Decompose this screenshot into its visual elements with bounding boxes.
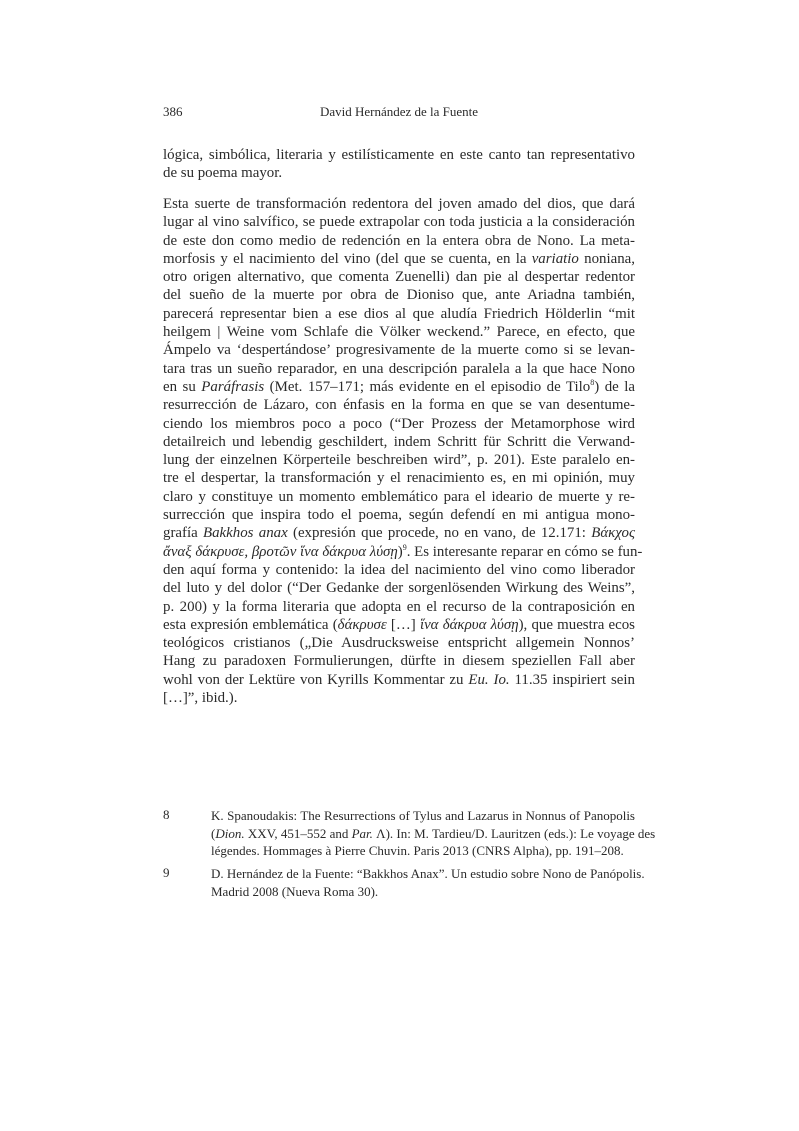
- text-run: detailreich und lebendig geschildert, indem Schritt für Schritt die Verwand-: [163, 433, 635, 450]
- italic-run: Bakkhos anax: [203, 525, 288, 542]
- text-run: surrección que inspira todo el poema, según defendí en mi antigua mono-: [163, 507, 635, 524]
- italic-run: Paráfrasis: [201, 378, 265, 395]
- italic-run: variatio: [531, 250, 579, 267]
- text-run: del luto y del dolor (“Der Gedanke der sorgenlösenden Wirkung des Weins”,: [163, 580, 635, 597]
- text-run: (expresión que procede, no en vano, de 12.171:: [287, 525, 592, 542]
- text-line: [163, 341, 635, 359]
- text-run: p. 200) y la forma literaria que adopta en el recurso de la contraposición en: [163, 598, 635, 615]
- text-run: noniana,: [578, 250, 635, 267]
- text-line: [211, 825, 656, 843]
- text-line: [163, 561, 635, 579]
- text-line: [211, 883, 635, 901]
- text-run: 11.35 inspiriert sein: [509, 671, 635, 688]
- footnote-number: 9: [163, 865, 170, 880]
- text-run: claro y constituye un momento emblemático para el ideario de muerte y re-: [163, 488, 635, 505]
- text-line: [163, 488, 635, 506]
- text-line: [163, 396, 635, 414]
- footnote-ref: 8: [590, 377, 595, 387]
- text-run: (Met. 157–171; más evidente en el episodio de Tilo: [264, 378, 591, 395]
- text-run: XXV, 451–552 and: [244, 825, 352, 841]
- text-run: lugar al vino salvífico, se puede extrapolar con toda justicia a la consideración: [163, 214, 635, 231]
- text-run: ), que muestra ecos: [518, 616, 635, 633]
- italic-run: δάκρυσε: [337, 616, 387, 633]
- italic-run: Dion.: [215, 825, 245, 841]
- text-line: [163, 286, 635, 304]
- text-line: [163, 634, 635, 652]
- text-run: otro origen alternativo, que comenta Zuenelli) dan pie al despertar redentor: [163, 269, 635, 286]
- text-run: de este don como medio de redención en la entera obra de Nono. La meta-: [163, 232, 635, 249]
- text-run: Ámpelo va ‘despertándose’ progresivamente de la muerte como si se levan-: [163, 342, 635, 359]
- text-run: ciendo los miembros poco a poco (“Der Prozess der Metamorphose wird: [163, 415, 635, 432]
- text-line: [163, 652, 635, 670]
- text-line: [163, 524, 635, 542]
- footnote-9: [163, 865, 645, 900]
- text-line: [211, 842, 635, 860]
- text-run: heilgem | Weine vom Schlafe die Völker weckend.” Parece, en efecto, que: [163, 324, 635, 341]
- text-run: K. Spanoudakis: The Resurrections of Tylus and Lazarus in Nonnus of Panopolis: [211, 808, 635, 823]
- text-run: . Es interesante reparar en cómo se fun-: [406, 543, 643, 560]
- text-run: del sueño de la muerte por obra de Dioniso que, ante Ariadna también,: [163, 287, 635, 304]
- text-line: [163, 451, 635, 469]
- text-line: [163, 579, 635, 597]
- text-line: [163, 213, 635, 231]
- text-run: esta expresión emblemática (: [163, 616, 338, 633]
- text-line: [163, 415, 635, 433]
- footnote-text: [211, 807, 656, 860]
- text-run: grafía: [163, 525, 204, 542]
- text-line: [163, 689, 635, 707]
- text-run: den aquí forma y contenido: la idea del nacimiento del vino como liberador: [163, 561, 635, 578]
- text-line: [163, 671, 635, 689]
- paragraph-1: [163, 146, 635, 183]
- text-run: ): [397, 543, 403, 560]
- text-line: [163, 250, 635, 268]
- italic-run: Eu. Io.: [468, 671, 510, 688]
- text-run: resurrección de Lázaro, con énfasis en la forma en que se van desentume-: [163, 397, 635, 414]
- footnote-number: 8: [163, 807, 170, 822]
- text-line: [163, 164, 635, 182]
- text-run: wohl von der Lektüre von Kyrills Kommentar zu: [163, 671, 469, 688]
- text-line: [163, 469, 635, 487]
- text-run: D. Hernández de la Fuente: “Bakkhos Anax”. Un estudio sobre Nono de Panópolis.: [211, 866, 645, 881]
- text-line: [163, 506, 635, 524]
- page-number: 386: [163, 104, 183, 119]
- text-run: légendes. Hommages à Pierre Chuvin. Paris 2013 (CNRS Alpha), pp. 191–208.: [211, 843, 624, 859]
- text-line: [163, 598, 635, 616]
- text-line: [163, 323, 635, 341]
- text-run: de su poema mayor.: [163, 165, 283, 182]
- italic-run: Par.: [351, 825, 373, 841]
- text-line: [163, 232, 635, 250]
- text-run: (: [211, 825, 216, 841]
- text-run: […]: [386, 616, 420, 633]
- text-line: [163, 305, 635, 323]
- text-line: [163, 616, 635, 634]
- text-run: […]”, ibid.).: [163, 690, 238, 707]
- text-line: [163, 195, 635, 213]
- text-line: [211, 807, 635, 825]
- text-line: [163, 268, 635, 286]
- text-line: [163, 542, 643, 561]
- text-run: en su: [163, 378, 202, 395]
- running-title: David Hernández de la Fuente: [319, 104, 479, 119]
- paragraph-2: [163, 195, 643, 707]
- footnote-ref: 9: [402, 542, 407, 552]
- text-run: lógica, simbólica, literaria y estilísticamente en este canto tan representativo: [163, 147, 635, 163]
- text-run: Madrid 2008 (Nueva Roma 30).: [211, 883, 379, 899]
- italic-run: Βάκχος: [591, 525, 636, 542]
- text-run: Esta suerte de transformación redentora del joven amado del dios, que dará: [163, 196, 635, 212]
- text-run: Hang zu paradoxen Formulierungen, dürfte in diesem speziellen Fall aber: [163, 653, 635, 670]
- text-run: ) de la: [594, 378, 635, 395]
- text-line: [163, 360, 635, 378]
- italic-run: ἄναξ δάκρυσε, βροτῶν ἵνα δάκρυα λύσῃ: [163, 543, 398, 560]
- text-run: tre el despertar, la transformación y el renacimiento es, en mi opinión, muy: [163, 470, 635, 487]
- text-run: teológicos cristianos („Die Ausdrucksweise entspricht allgemein Nonnos’: [163, 635, 635, 652]
- text-line: [163, 378, 635, 396]
- italic-run: ἵνα δάκρυα λύσῃ: [419, 616, 519, 633]
- text-run: lung der einzelnen Körperteile beschreiben wird”, p. 201). Este paralelo en-: [163, 452, 635, 469]
- text-line: [163, 146, 635, 164]
- text-run: tara tras un sueño reparador, en una descripción paralela a la que hace Nono: [163, 360, 635, 377]
- text-line: [211, 865, 645, 883]
- text-run: Λ). In: M. Tardieu/D. Lauritzen (eds.): Le voyage des: [372, 825, 656, 841]
- footnote-text: [211, 865, 645, 900]
- text-run: parecerá representar bien a ese dios al que aludía Friedrich Hölderlin “mit: [163, 305, 635, 322]
- text-line: [163, 433, 635, 451]
- text-run: morfosis y el nacimiento del vino (del que se cuenta, en la: [163, 250, 532, 267]
- footnote-8: [163, 807, 656, 860]
